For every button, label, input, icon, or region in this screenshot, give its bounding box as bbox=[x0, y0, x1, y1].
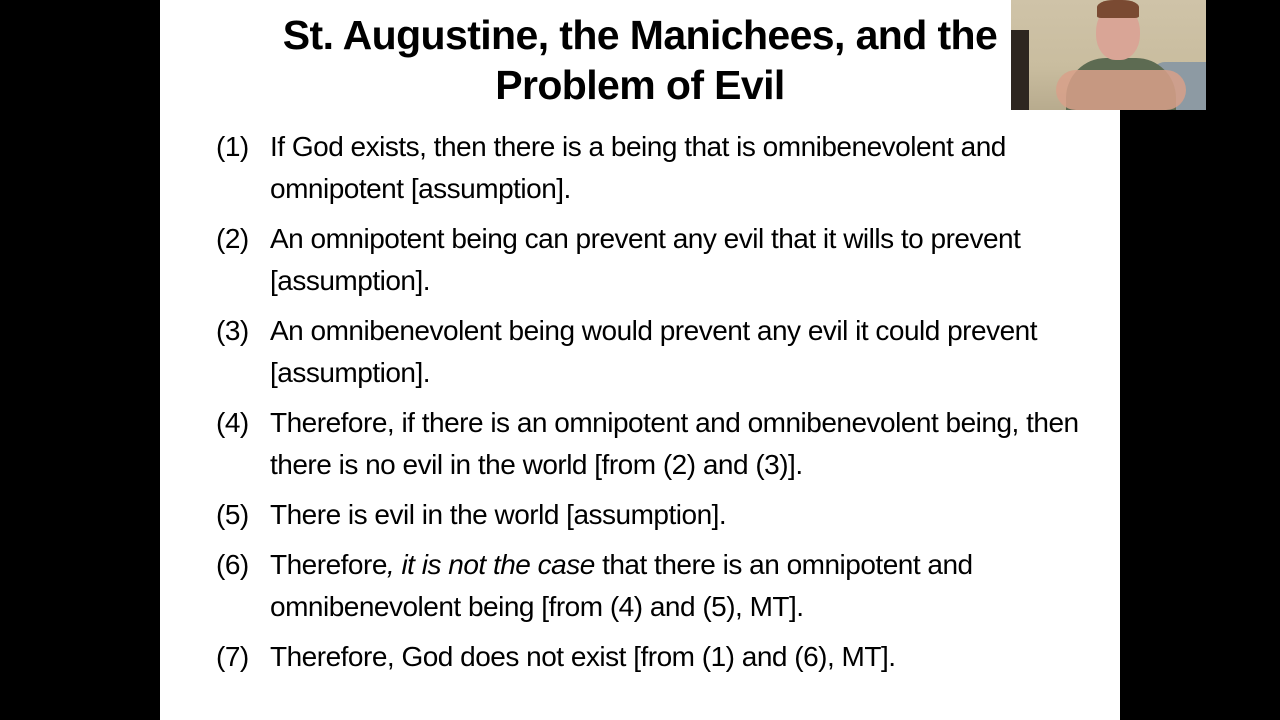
argument-conclusion-7 bbox=[216, 636, 1096, 678]
webcam-presenter-hands bbox=[1056, 70, 1186, 110]
argument-list bbox=[216, 126, 1096, 686]
slide-title-line-1: St. Augustine, the Manichees, and the bbox=[282, 12, 998, 58]
premise-number: (5) bbox=[216, 499, 249, 530]
webcam-bookshelf bbox=[1011, 30, 1029, 110]
premise-text: An omnipotent being can prevent any evil that it wills to prevent [assumption]. bbox=[270, 223, 1021, 296]
premise-number: (7) bbox=[216, 641, 249, 672]
premise-number: (2) bbox=[216, 223, 249, 254]
premise-text: Therefore, God does not exist [from (1) and (6), MT]. bbox=[270, 641, 896, 672]
argument-premise-6 bbox=[216, 544, 1096, 628]
premise-text-post: that there is an omnipotent and omnibenevolent being [from (4) and (5), MT]. bbox=[270, 549, 973, 622]
premise-number: (3) bbox=[216, 315, 249, 346]
premise-number: (1) bbox=[216, 131, 249, 162]
argument-premise-5 bbox=[216, 494, 1096, 536]
presentation-slide bbox=[160, 0, 1120, 720]
premise-text: There is evil in the world [assumption]. bbox=[270, 499, 727, 530]
argument-premise-2 bbox=[216, 218, 1096, 302]
premise-number: (4) bbox=[216, 407, 249, 438]
premise-number: (6) bbox=[216, 549, 249, 580]
argument-premise-4 bbox=[216, 402, 1096, 486]
premise-text: If God exists, then there is a being that is omnibenevolent and omnipotent [assumption]. bbox=[270, 131, 1006, 204]
argument-premise-3 bbox=[216, 310, 1096, 394]
webcam-presenter-hair bbox=[1097, 0, 1139, 18]
premise-text: An omnibenevolent being would prevent any evil it could prevent [assumption]. bbox=[270, 315, 1038, 388]
slide-title-line-2: Problem of Evil bbox=[495, 62, 785, 108]
premise-text: Therefore, if there is an omnipotent and omnibenevolent being, then there is no evil in the world [from (2) and (3)]. bbox=[270, 407, 1079, 480]
premise-text-italic: , it is not the case bbox=[386, 549, 595, 580]
presenter-webcam bbox=[1011, 0, 1206, 110]
slide-title bbox=[160, 10, 1120, 110]
premise-text bbox=[270, 544, 1090, 628]
argument-premise-1 bbox=[216, 126, 1096, 210]
premise-text-pre: Therefore bbox=[270, 549, 387, 580]
